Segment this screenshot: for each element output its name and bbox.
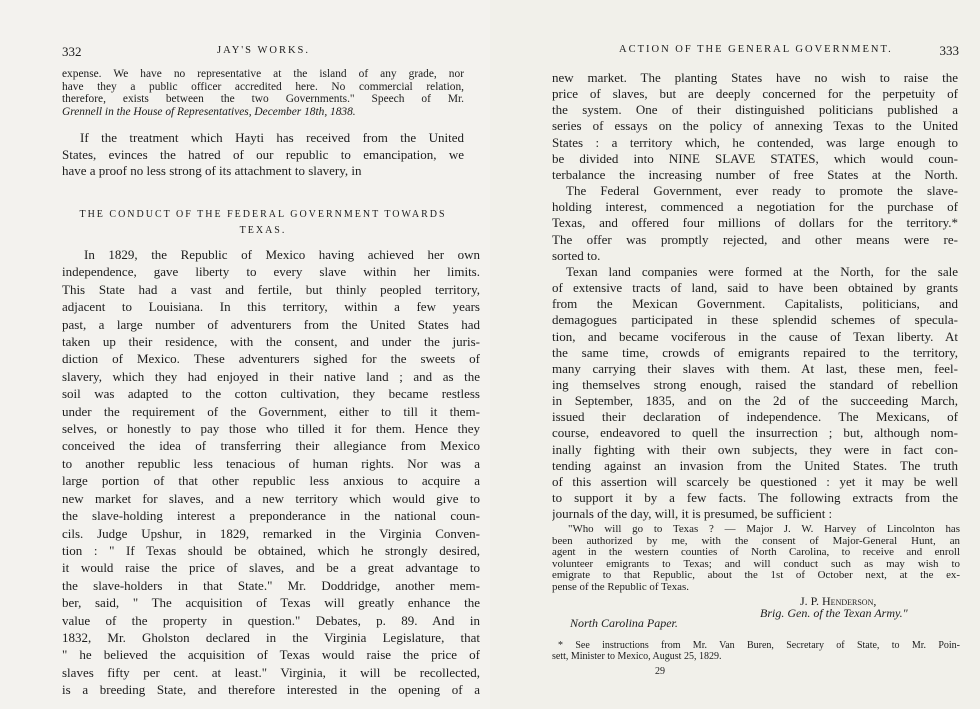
text-line: independence, gave liberty to every slave within her limits. — [62, 264, 480, 280]
quote-block — [62, 68, 464, 118]
signature-mark: 29 — [655, 666, 665, 677]
signature-name: J. P. Henderson, — [800, 594, 877, 608]
text-line: demagogues participated in these splendid schemes of specula- — [552, 312, 958, 328]
text-line: agent in the western counties of North Carolina, to receive and enroll — [552, 547, 960, 559]
left-page-number: 332 — [62, 44, 82, 59]
text-line: of this assertion will scarcely be questioned : yet it may be well — [552, 473, 958, 489]
text-line: volunteer emigrants to Texas; and will conduct such as may wish to — [552, 558, 960, 570]
right-page-number: 333 — [939, 43, 959, 58]
text-line: pense of the Republic of Texas. — [552, 581, 689, 593]
footnote — [552, 640, 960, 662]
text-line: cils. Judge Upshur, in 1829, remarked in the Virginia Conven- — [62, 525, 480, 541]
text-line: the slave-holders in that State." Mr. Doddridge, another mem- — [62, 577, 480, 593]
text-line: issued their declaration of independence. The Mexicans, of — [552, 409, 958, 425]
text-line: new market for slaves, and a new territory which would give to — [62, 490, 480, 506]
text-line: series of essays on the policy of annexing Texas to the United — [552, 118, 958, 134]
text-line: the same time, crowds of emigrants repaired to the territory, — [552, 344, 958, 360]
right-running-title: ACTION OF THE GENERAL GOVERNMENT. — [619, 44, 893, 55]
text-line: "Who will go to Texas ? — Major J. W. Harvey of Lincolnton has — [568, 524, 960, 535]
text-line: price of slaves, but are deeply concerned for the perpetuity of — [552, 86, 958, 102]
text-line: States : a territory which, he contended, was large enough to — [552, 134, 958, 150]
text-line: If the treatment which Hayti has received from the United — [80, 130, 464, 145]
text-line: This State had a vast and fertile, but thinly peopled territory, — [62, 281, 480, 297]
text-line: The offer was promptly rejected, and other means were re- — [552, 231, 958, 247]
text-line: course, endeavored to quell the insurrection ; but, although nom- — [552, 425, 958, 441]
text-line: The Federal Government, ever ready to promote the slave- — [566, 183, 958, 199]
section-heading — [62, 207, 464, 239]
right-running-header — [619, 43, 959, 58]
text-line: slaves fifty per cent. at least." Virginia, it will be recollected, — [62, 664, 480, 680]
text-line: adjacent to Louisiana. In this territory, within a few years — [62, 299, 480, 315]
text-line: * See instructions from Mr. Van Buren, Secretary of State, to Mr. Poin- — [558, 640, 960, 651]
signature-title: Brig. Gen. of the Texan Army." — [760, 606, 908, 620]
text-line: 1832, Mr. Gholston declared in the Virginia Legislature, that — [62, 629, 480, 645]
text-line: new market. The planting States have no wish to raise the — [552, 70, 958, 85]
text-line: to support it by a few facts. The following extracts from the — [552, 490, 958, 506]
text-line: terbalance the increasing number of free States at the North. — [552, 166, 958, 182]
text-line: is a breeding State, and therefore interested in the opening of a — [62, 682, 480, 698]
text-line: sett, Minister to Mexico, August 25, 1829. — [552, 651, 722, 662]
body-text-left — [62, 246, 480, 699]
paragraph-hayti — [62, 130, 464, 180]
text-line: large portion of that other republic less anxious to acquire a — [62, 473, 480, 489]
text-line: be divided into NINE SLAVE STATES, which would coun- — [552, 150, 958, 166]
text-line: Texan land companies were formed at the North, for the sale — [566, 263, 958, 279]
body-text-right — [552, 70, 958, 522]
section-heading-line: THE CONDUCT OF THE FEDERAL GOVERNMENT TOWARDS — [79, 209, 447, 220]
text-line: tion : " If Texas should be obtained, which he strongly desired, — [62, 542, 480, 558]
text-line: in September, 1835, and on the 2d of the succeeding March, — [552, 393, 958, 409]
text-line: diction of Mexico. These adventurers sighed for the sweets of — [62, 351, 480, 367]
text-line: to another republic less tenacious of human rights. Nor was a — [62, 455, 480, 471]
text-line: sorted to. — [552, 247, 601, 263]
text-line: tion, and became vociferous in the cause of Texan liberty. At — [552, 328, 958, 344]
text-line: selves, or honestly to pay those who tilled it for them. Hence they — [62, 421, 480, 437]
text-line: it would raise the price of slaves, and be a great advantage to — [62, 560, 480, 576]
text-line: have they a public officer accredited here. No commercial relation, — [62, 80, 464, 93]
text-line: of extensive tracts of land, said to have been obtained by grants — [552, 280, 958, 296]
text-line: ber, said, " The acquisition of Texas will greatly enhance the — [62, 595, 480, 611]
source-citation: North Carolina Paper. — [570, 616, 678, 630]
text-line: ing themselves strong enough, raised the standard of rebellion — [552, 376, 958, 392]
text-line: conceived the idea of transferring their allegiance from Mexico — [62, 438, 480, 454]
text-line: many carrying their slaves with them. At last, these men, feel- — [552, 360, 958, 376]
text-line: emigrate to that Republic, about the 1st of October next, at the ex- — [552, 570, 960, 582]
left-running-title: JAY'S WORKS. — [217, 45, 310, 56]
text-line: been authorized by me, with the consent of Major-General Hunt, an — [552, 535, 960, 547]
text-line: the system. One of their distinguished politicians published a — [552, 102, 958, 118]
text-line: value of the property in question." Debates, p. 89. And in — [62, 612, 480, 628]
text-line: past, a large number of adventurers from the United States had — [62, 316, 480, 332]
newspaper-extract — [552, 524, 960, 594]
text-line: In 1829, the Republic of Mexico having achieved her own — [84, 247, 480, 262]
text-line: slavery, which they had enjoyed in their native land ; and as the — [62, 368, 480, 384]
text-line: " he believed the acquisition of Texas would raise the price of — [62, 647, 480, 663]
text-line: tending against an invasion from the United States. The truth — [552, 457, 958, 473]
text-line: journals of the day, will, it is presumed, be sufficient : — [552, 506, 833, 522]
text-line: expense. We have no representative at the island of any grade, nor — [62, 68, 464, 80]
text-line: Grennell in the House of Representatives, December 18th, 1838. — [62, 105, 356, 118]
text-line: have a proof no less strong of its attachment to slavery, in — [62, 163, 362, 178]
right-page — [490, 0, 980, 709]
text-line: inally fighting with their own subjects, they were in fact con- — [552, 441, 958, 457]
text-line: Texas, and offered four millions of dollars for the territory.* — [552, 215, 958, 231]
text-line: under the requirement of the Government, either to till it them- — [62, 403, 480, 419]
text-line: the slave-holding interest a preponderance in the national coun- — [62, 508, 480, 524]
text-line: States, evinces the hatred of our republic to emancipation, we — [62, 146, 464, 162]
text-line: taken up their residence, with the consent, and under the juris- — [62, 334, 480, 350]
text-line: from the Mexican Government. Capitalists, politicians, and — [552, 296, 958, 312]
text-line: soil was adapted to the cotton cultivation, they became restless — [62, 386, 480, 402]
section-heading-line: TEXAS. — [239, 225, 287, 236]
text-line: therefore, exists between the two Governments." Speech of Mr. — [62, 93, 464, 105]
left-running-header — [62, 44, 462, 60]
text-line: holding interest, commenced a negotiation for the purchase of — [552, 199, 958, 215]
